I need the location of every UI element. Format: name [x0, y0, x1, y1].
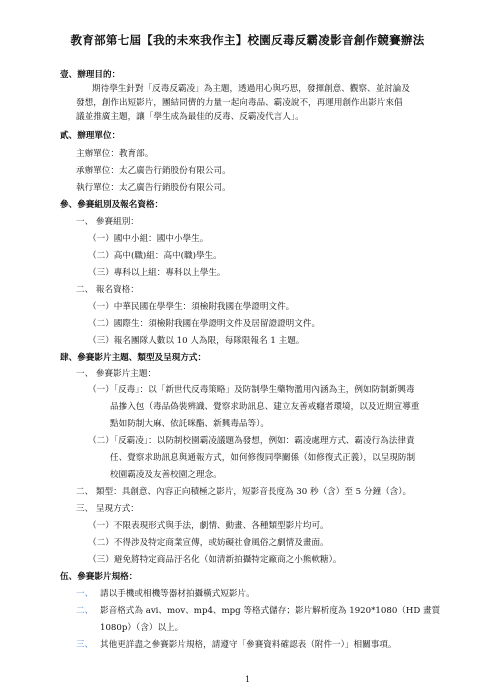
purpose-line-3: 議並推廣主題，讓「學生成為最佳的反毒、反霸凌代言人」。	[76, 112, 304, 122]
groups-item-1b: （二）高中(職)組：高中(職)學生。	[88, 251, 222, 261]
groups-item-2c: （三）報名團隊人數以 10 人為限，每隊限報名 1 主題。	[88, 336, 305, 346]
section-heading-specs: 伍、參賽影片規格：	[60, 572, 138, 582]
specs-text-3: 其他更詳盡之參賽影片規格，請遵守「參賽資料確認表（附件一）」相關事項。	[100, 640, 397, 650]
groups-item-2a: （一）中華民國在學學生：須檢附我國在學證明文件。	[88, 302, 295, 312]
groups-item-1a: （一）國中小組：國中小學生。	[88, 234, 209, 244]
section-heading-purpose: 壹、辦理目的：	[60, 70, 121, 80]
themes-antibully-line-2: 任、覺察求助訊息與通報方式，如何修復同學關係（如修復式正義），以呈現防制	[110, 453, 416, 463]
groups-item-2: 二、 報名資格：	[76, 285, 139, 295]
specs-number-2: 二、	[76, 606, 94, 616]
themes-antibully-line-3: 校園霸凌及友善校園之理念。	[110, 470, 222, 480]
page-number: 1	[244, 675, 251, 684]
themes-item-3b: （二）不得涉及特定商業宣傳，或妨礙社會風俗之劇情及畫面。	[88, 538, 329, 548]
specs-text-2-line-2: 1080p）（含）以上。	[100, 623, 184, 633]
themes-item-3c: （三）避免將特定商品汙名化（如清新拍攝特定廠商之小熊軟糖）。	[88, 555, 342, 565]
specs-number-1: 一、	[76, 589, 94, 599]
groups-item-1: 一、 參賽組別：	[76, 217, 139, 227]
themes-antidrug-line-2: 品摻入包（毒品偽裝辨識、覺察求助訊息、建立友善戒癮者環境，以及近期宣導重	[110, 402, 420, 412]
specs-text-2-line-1: 影音格式為 avi、mov、mp4、mpg 等格式儲存；影片解析度為 1920*1080（HD 畫質	[100, 606, 441, 616]
groups-item-2b: （二）國際生：須檢附我國在學證明文件及居留證證明文件。	[88, 319, 321, 329]
themes-antidrug-line-1: （一）「反毒」：以「新世代反毒策略」及防制學生藥物濫用內涵為主，例如防制新興毒	[88, 385, 415, 395]
section-heading-groups: 參、參賽組別及報名資格：	[60, 200, 164, 210]
groups-item-1c: （三）專科以上組：專科以上學生。	[88, 268, 226, 278]
organizer-text: 主辦單位：教育部。	[76, 149, 154, 159]
purpose-line-1: 期待學生針對「反毒反霸凌」為主題，透過用心與巧思，發揮創意、觀察、並討論及	[92, 84, 410, 94]
themes-item-3a: （一）不限表現形式與手法，劇情、動畫、各種類型影片均可。	[88, 521, 329, 531]
section-heading-units: 貳、辦理單位：	[60, 131, 121, 141]
specs-text-1: 請以手機或相機等器材拍攝橫式短影片。	[100, 589, 255, 599]
document-title: 教育部第七屆【我的未來我作主】校園反毒反霸凌影音創作競賽辦法	[70, 33, 425, 47]
themes-antidrug-line-3: 點如防制大麻、依託咪酯、新興毒品等）。	[110, 419, 269, 429]
purpose-line-2: 發想，創作出短影片，團結同儕的力量一起向毒品、霸凌說不，再運用創作出影片來倡	[76, 98, 403, 108]
contractor-text: 承辦單位：太乙廣告行銷股份有限公司。	[76, 166, 231, 176]
themes-item-1: 一、 參賽影片主題：	[76, 369, 157, 379]
section-heading-themes: 肆、參賽影片主題、類型及呈現方式：	[60, 353, 207, 363]
specs-number-3: 三、	[76, 640, 94, 650]
themes-item-2: 二、 類型：具創意、內容正向積極之影片，短影音長度為 30 秒（含）至 5 分鐘（含）。	[76, 487, 412, 497]
themes-item-3: 三、 呈現方式：	[76, 504, 139, 514]
themes-antibully-line-1: （二）「反霸凌」：以防制校園霸凌議題為發想，例如：霸凌處理方式、霸凌行為法律責	[88, 436, 415, 446]
executor-text: 執行單位：太乙廣告行銷股份有限公司。	[76, 183, 231, 193]
